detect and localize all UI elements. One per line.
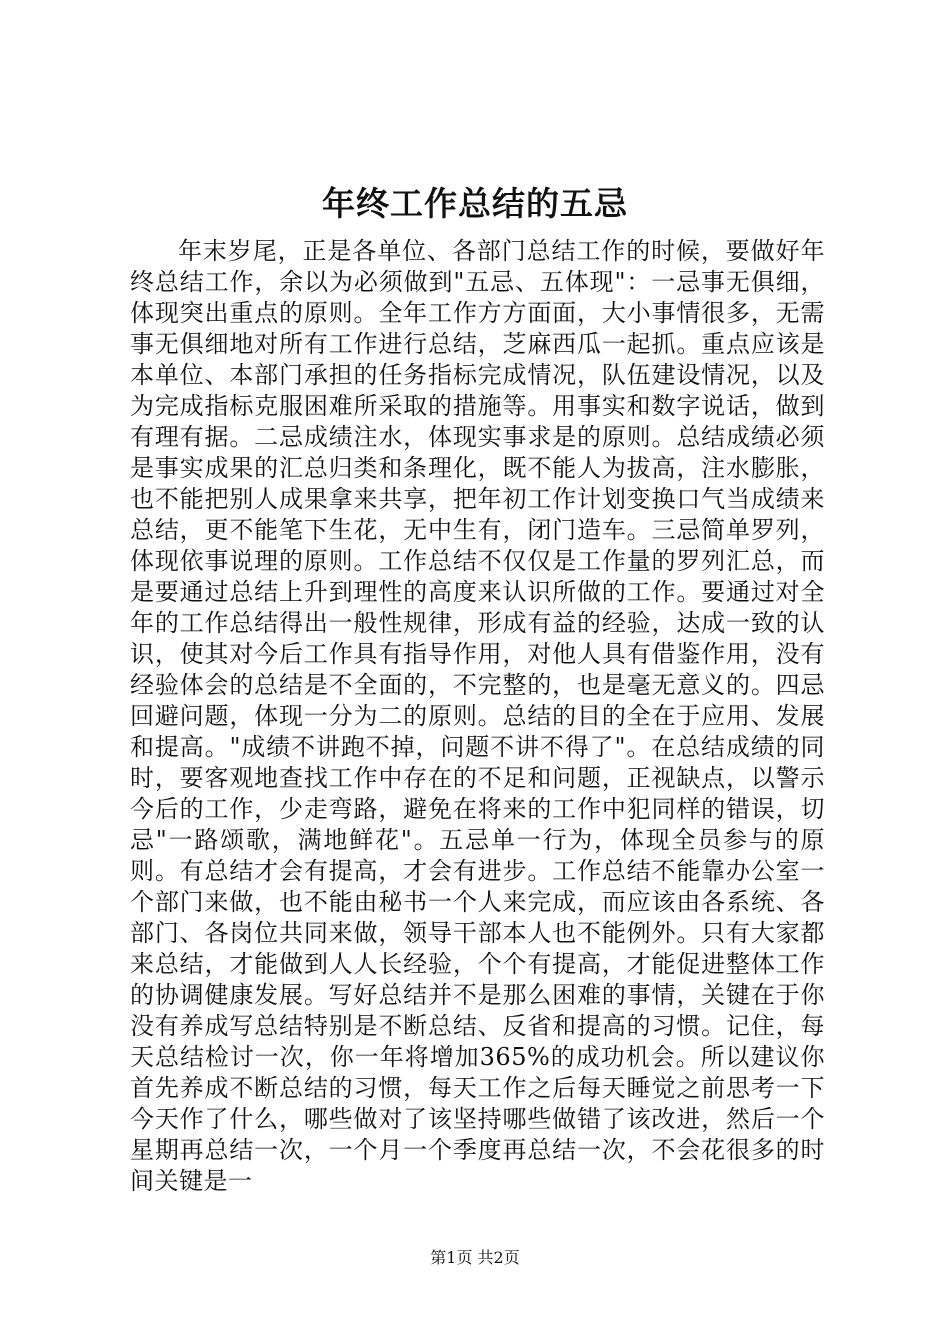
document-title: 年终工作总结的五忌 [322, 184, 628, 223]
page-number-footer: 第1页 共2页 [430, 1248, 520, 1267]
document-body-paragraph: 年末岁尾，正是各单位、各部门总结工作的时候，要做好年终总结工作，余以为必须做到"五忌、五体现"：一忌事无俱细，体现突出重点的原则。全年工作方方面面，大小事情很多，无需事无俱细地对所有工作进行总结，芝麻西瓜一起抓。重点应该是本单位、本部门承担的任务指标完成情况，队伍建设情况，以及为完成指标克服困难所采取的措施等。用事实和数字说话，做到有理有据。二忌成绩注水，体现实事求是的原则。总结成绩必须是事实成果的汇总归类和条理化，既不能人为拔高，注水膨胀，也不能把别人成果拿来共享，把年初工作计划变换口气当成绩来总结，更不能笔下生花，无中生有，闭门造车。三忌简单罗列，体现依事说理的原则。工作总结不仅仅是工作量的罗列汇总，而是要通过总结上升到理性的高度来认识所做的工作。要通过对全年的工作总结得出一般性规律，形成有益的经验，达成一致的认识，使其对今后工作具有指导作用，对他人具有借鉴作用，没有经验体会的总结是不全面的，不完整的，也是毫无意义的。四忌回避问题，体现一分为二的原则。总结的目的全在于应用、发展和提高。"成绩不讲跑不掉，问题不讲不得了"。在总结成绩的同时，要客观地查找工作中存在的不足和问题，正视缺点，以警示今后的工作，少走弯路，避免在将来的工作中犯同样的错误，切忌"一路颂歌，满地鲜花"。五忌单一行为，体现全员参与的原则。有总结才会有提高，才会有进步。工作总结不能靠办公室一个部门来做，也不能由秘书一个人来完成，而应该由各系统、各部门、各岗位共同来做，领导干部本人也不能例外。只有大家都来总结，才能做到人人长经验，个个有提高，才能促进整体工作的协调健康发展。写好总结并不是那么困难的事情，关键在于你没有养成写总结特别是不断总结、反省和提高的习惯。记住，每天总结检讨一次，你一年将增加365%的成功机会。所以建议你首先养成不断总结的习惯，每天工作之后每天睡觉之前思考一下今天作了什么，哪些做对了该坚持哪些做错了该改进，然后一个星期再总结一次，一个月一个季度再总结一次，不会花很多的时间关键是一 [130, 237, 825, 1195]
